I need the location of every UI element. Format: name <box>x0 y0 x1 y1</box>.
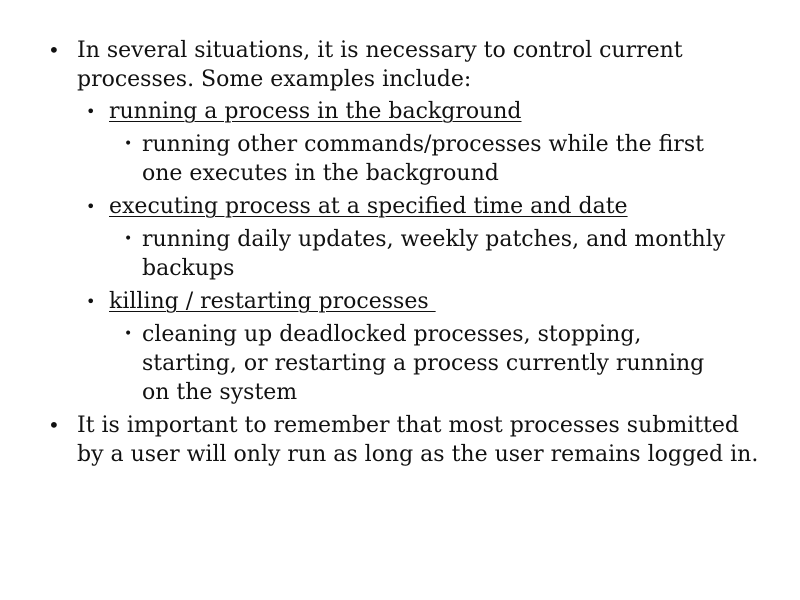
bullet-marker: • <box>124 136 133 152</box>
bullet-marker: • <box>124 231 133 247</box>
bullet-level1-intro <box>48 36 768 94</box>
bullet-marker: • <box>124 326 133 342</box>
bullet-level3-background-example <box>124 130 734 188</box>
bullet-text: running other commands/processes while the first one executes in the background <box>142 132 704 186</box>
bullet-text: killing / restarting processes <box>109 289 436 314</box>
bullet-marker: • <box>48 38 60 62</box>
bullet-marker: • <box>86 102 96 121</box>
bullet-text: executing process at a specified time and date <box>109 194 628 219</box>
bullet-text: running daily updates, weekly patches, and monthly backups <box>142 227 726 281</box>
bullet-level2-background <box>86 97 736 126</box>
bullet-text: It is important to remember that most processes submitted by a user will only run as long as the user remains logged in. <box>77 413 759 467</box>
bullet-text: running a process in the background <box>109 99 522 124</box>
bullet-marker: • <box>48 413 60 437</box>
bullet-marker: • <box>86 292 96 311</box>
bullet-level3-killing-example <box>124 320 734 407</box>
bullet-level2-scheduling <box>86 192 736 221</box>
bullet-text: cleaning up deadlocked processes, stopping, starting, or restarting a process currently running on the system <box>142 322 705 405</box>
bullet-level3-scheduling-example <box>124 225 734 283</box>
bullet-text: In several situations, it is necessary to control current processes. Some examples include: <box>77 38 683 92</box>
bullet-marker: • <box>86 197 96 216</box>
bullet-level2-killing <box>86 287 736 316</box>
bullet-level1-conclusion <box>48 411 768 469</box>
